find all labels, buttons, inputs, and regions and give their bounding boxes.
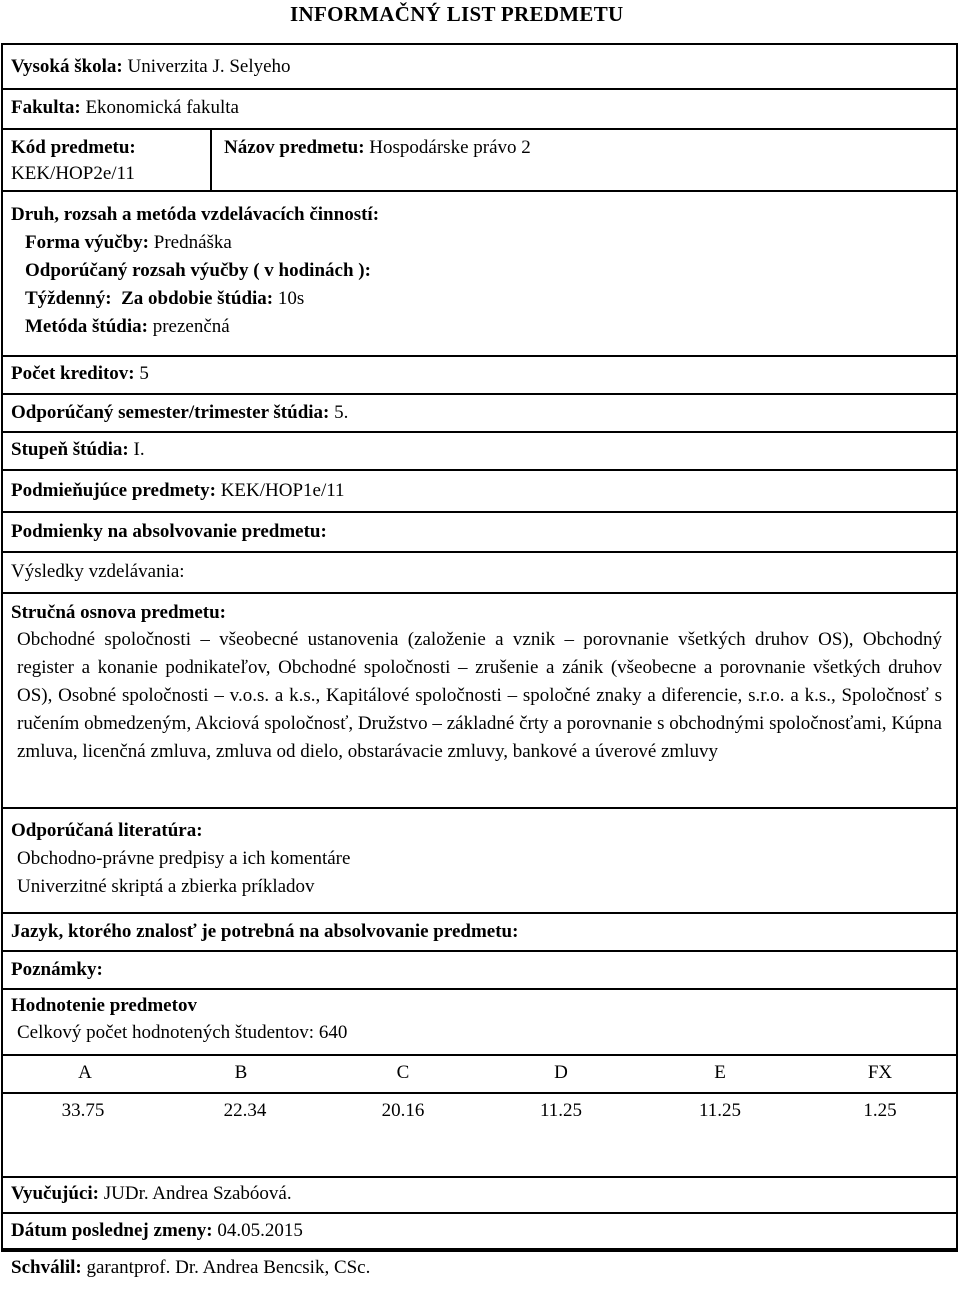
grade-D-header: D [554,1062,568,1083]
grade-C-header: C [396,1062,410,1083]
date-row [3,1214,956,1250]
total-label: Celkový počet hodnotených študentov: [17,1022,315,1043]
code-label: Kód predmetu: [11,137,136,158]
prerequisites-label: Podmieňujúce predmety: [11,480,216,501]
name-value: Hospodárske právo 2 [369,137,531,158]
total-value: 640 [318,1022,348,1043]
date-value: 04.05.2015 [217,1220,303,1241]
faculty-label: Fakulta: [11,97,81,118]
faculty-value: Ekonomická fakulta [85,97,239,118]
grade-table [3,1054,956,1130]
grade-E-header: E [714,1062,726,1083]
literature-item-1: Obchodno-právne predpisy a ich komentáre [17,848,351,869]
evaluation-label: Hodnotenie predmetov [11,995,197,1016]
method-label: Metóda štúdia: [25,316,148,337]
semester-value: 5. [334,402,349,423]
notes-label: Poznámky: [11,959,103,980]
literature-label: Odporúčaná literatúra: [11,820,203,841]
code-name-row [3,130,956,192]
teacher-label: Vyučujúci: [11,1183,99,1204]
document-title: INFORMAČNÝ LIST PREDMETU [290,2,624,26]
outcomes-row [3,553,956,594]
grade-A-header: A [78,1062,92,1083]
school-label: Vysoká škola: [11,56,123,77]
grade-table-top-border [3,1054,956,1056]
credits-label: Počet kreditov: [11,363,135,384]
outline-row [3,594,956,809]
code-name-divider [210,130,212,190]
teacher-row [3,1178,956,1214]
semester-label: Odporúčaný semester/trimester štúdia: [11,402,330,423]
degree-row [3,433,956,471]
approved-row [3,1250,956,1290]
faculty-row [3,90,956,130]
semester-row [3,395,956,433]
grade-table-mid-border [3,1092,956,1094]
grade-D-value: 11.25 [539,1100,583,1121]
activities-heading: Druh, rozsah a metóda vzdelávacích činností: [11,204,380,225]
degree-value: I. [133,439,145,460]
weekly-label: Týždenný: [25,288,112,309]
outcomes-label: Výsledky vzdelávania: [11,561,185,582]
language-row [3,914,956,952]
prerequisites-value: KEK/HOP1e/11 [220,480,345,501]
degree-label: Stupeň štúdia: [11,439,129,460]
teacher-value: JUDr. Andrea Szabóová. [103,1183,292,1204]
school-value: Univerzita J. Selyeho [127,56,291,77]
credits-row [3,357,956,395]
approved-value: garantprof. Dr. Andrea Bencsik, CSc. [86,1257,371,1278]
outline-label: Stručná osnova predmetu: [11,602,226,623]
period-value: 10s [277,288,305,309]
notes-row [3,952,956,990]
credits-value: 5 [139,363,149,384]
grade-FX-header: FX [867,1062,893,1083]
grade-A-value: 33.75 [61,1100,105,1121]
evaluation-row [3,990,956,1178]
literature-item-2: Univerzitné skriptá a zbierka príkladov [17,876,315,897]
outline-text: Obchodné spoločnosti – všeobecné ustanovenia (založenie a vznik – porovnanie všetkých druhov OS), Obchodný register a konanie podnikateľov, Obchodné spoločnosti – zrušenie a zánik (všeobecne a porovnanie všetkých druhov OS), Osobné spoločnosti – v.o.s. a k.s., Kapitálové spoločnosti – spoločné znaky a diferencie, s.r.o. a k.s., Spoločnosť s ručením obmedzeným, Akciová spoločnosť, Družstvo – základné črty a porovnanie s obchodnými spoločnosťami, Kúpna zmluva, licenčná zmluva, zmluva od dielo, obstarávacie zmluvy, bankové a úverové zmluvy [17,629,942,762]
form-value: Prednáška [153,232,232,253]
grade-B-value: 22.34 [223,1100,267,1121]
range-label: Odporúčaný rozsah výučby ( v hodinách ): [25,260,371,281]
grade-B-header: B [234,1062,248,1083]
info-sheet-form [1,43,958,1278]
approved-label: Schválil: [11,1257,82,1278]
grade-C-value: 20.16 [381,1100,425,1121]
method-value: prezenčná [152,316,230,337]
conditions-row [3,513,956,553]
grade-E-value: 11.25 [698,1100,742,1121]
period-label: Za obdobie štúdia: [121,288,274,309]
code-value: KEK/HOP2e/11 [11,163,135,184]
language-label: Jazyk, ktorého znalosť je potrebná na absolvovanie predmetu: [11,921,519,942]
conditions-label: Podmienky na absolvovanie predmetu: [11,521,327,542]
literature-row [3,809,956,914]
name-label: Názov predmetu: [224,137,365,158]
date-label: Dátum poslednej zmeny: [11,1220,213,1241]
prerequisites-row [3,471,956,513]
school-row [3,45,956,90]
form-label: Forma výučby: [25,232,150,253]
grade-FX-value: 1.25 [863,1100,897,1121]
activities-row [3,192,956,357]
